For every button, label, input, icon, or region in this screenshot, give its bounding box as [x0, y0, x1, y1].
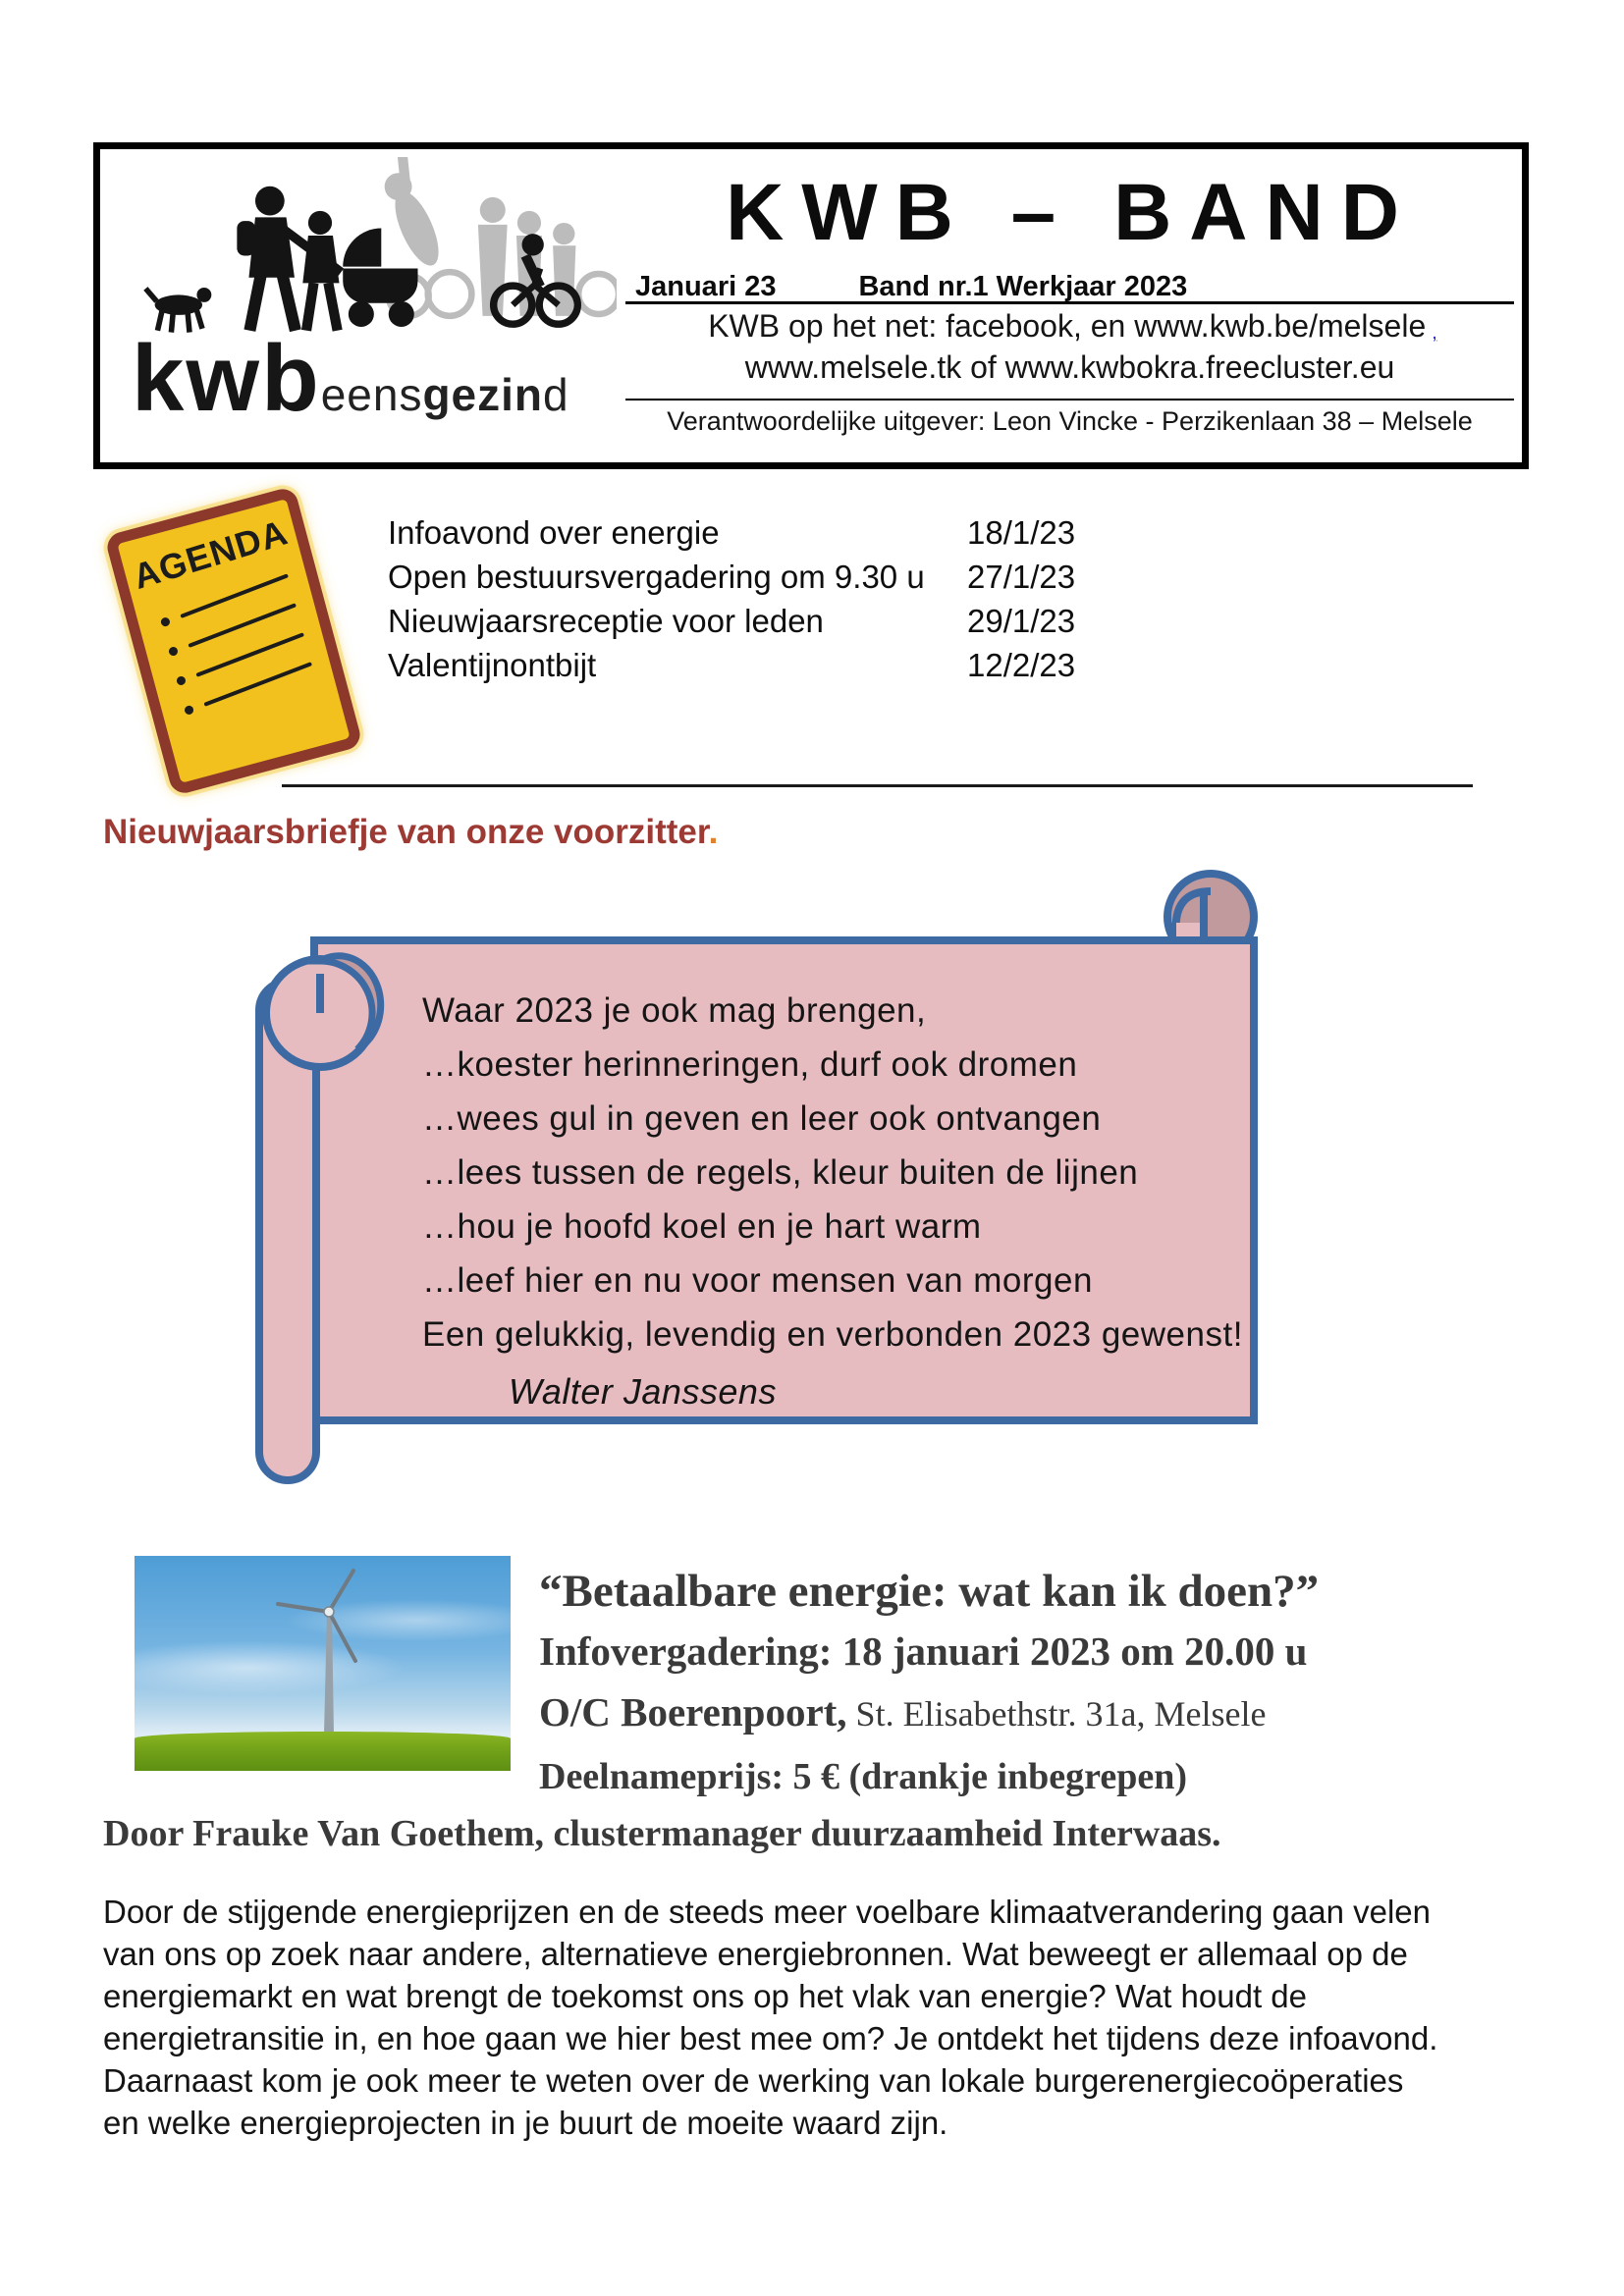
- web-links-line-1: [625, 308, 1514, 345]
- poem-line: …lees tussen de regels, kleur buiten de lijnen: [422, 1152, 1139, 1192]
- energy-body-paragraph: Door de stijgende energieprijzen en de steeds meer voelbare klimaatverandering gaan velen van ons op zoek naar andere, alternatieve energiebronnen. Wat beweegt er allemaal op de energiemarkt en wat brengt de toekomst ons op het vlak van energie? Wat houdt de energietransitie in, en hoe gaan we hier best mee om? Je ontdekt het tijdens deze infoavond. Daarnaast kom je ook meer te weten over de werking van lokale burgerenergiecoöperaties en welke energieprojecten in je buurt de moeite waard zijn.: [103, 1894, 1438, 2141]
- agenda-item: [388, 555, 1134, 599]
- section-divider: [282, 784, 1473, 787]
- agenda-item-label: Infoavond over energie: [388, 513, 720, 551]
- publisher-line: Verantwoordelijke uitgever: Leon Vincke - Perzikenlaan 38 – Melsele: [667, 406, 1473, 436]
- logo-tagline-part: d: [543, 369, 569, 420]
- issue-date: Januari 23: [635, 271, 777, 302]
- web-links-text: KWB op het net: facebook, en www.kwb.be/melsele: [708, 308, 1427, 344]
- poem-line: …koester herinneringen, durf ook dromen: [422, 1044, 1078, 1084]
- agenda-list: [388, 510, 1134, 687]
- venue-address: St. Elisabethstr. 31a, Melsele: [846, 1694, 1267, 1734]
- logo-tagline-part: eens: [320, 369, 423, 420]
- agenda-item-label: Open bestuursvergadering om 9.30 u: [388, 558, 925, 595]
- agenda-item-date: 12/2/23: [967, 646, 1076, 683]
- logo-tagline-part: gezin: [422, 369, 544, 420]
- header-divider: [625, 301, 1514, 304]
- agenda-item: [388, 599, 1134, 643]
- kwb-crowd-logo-icon: [128, 157, 617, 340]
- agenda-icon: [104, 486, 363, 796]
- agenda-icon-label: AGENDA: [128, 511, 293, 597]
- energy-venue-line: [539, 1688, 1266, 1735]
- poem-line: Waar 2023 je ook mag brengen,: [422, 990, 927, 1030]
- agenda-item-label: Nieuwjaarsreceptie voor leden: [388, 602, 824, 639]
- hyperlink-mark[interactable]: ,: [1432, 322, 1437, 344]
- grass-field: [135, 1732, 511, 1771]
- newyear-heading-text: Nieuwjaarsbriefje van onze voorzitter: [103, 813, 709, 851]
- newsletter-title: KWB – BAND: [726, 168, 1417, 257]
- agenda-item-date: 27/1/23: [967, 558, 1076, 595]
- newyear-heading-period: .: [708, 813, 719, 851]
- energy-price-line: Deelnameprijs: 5 € (drankje inbegrepen): [539, 1756, 1188, 1797]
- poem-line: …leef hier en nu voor mensen van morgen: [422, 1260, 1093, 1300]
- issue-line: [635, 271, 1187, 303]
- venue-name: O/C Boerenpoort,: [539, 1689, 847, 1735]
- poem-line: Een gelukkig, levendig en verbonden 2023 gewenst!: [422, 1314, 1243, 1354]
- agenda-item: [388, 510, 1134, 555]
- agenda-item-label: Valentijnontbijt: [388, 646, 597, 683]
- energy-speaker-line: Door Frauke Van Goethem, clustermanager duurzaamheid Interwaas.: [103, 1813, 1221, 1854]
- newyear-poem: [422, 984, 1243, 1416]
- masthead-box: [93, 142, 1529, 469]
- kwb-wordmark: [132, 326, 569, 431]
- energy-title: “Betaalbare energie: wat kan ik doen?”: [539, 1566, 1320, 1617]
- wind-turbine-photo: [135, 1556, 511, 1771]
- poem-line: …wees gul in geven en leer ook ontvangen: [422, 1098, 1102, 1138]
- newyear-heading: [103, 813, 718, 852]
- agenda-item-date: 18/1/23: [967, 513, 1076, 551]
- kwb-logo-text: kwb: [132, 326, 321, 431]
- agenda-item: [388, 643, 1134, 687]
- energy-meeting-line: Infovergadering: 18 januari 2023 om 20.00 u: [539, 1629, 1308, 1674]
- web-links-line-2: www.melsele.tk of www.kwbokra.freecluster.eu: [744, 349, 1395, 385]
- header-divider-2: [625, 399, 1514, 400]
- poem-signature: Walter Janssens: [509, 1371, 777, 1412]
- issue-info: Band nr.1 Werkjaar 2023: [858, 271, 1188, 302]
- poem-line: …hou je hoofd koel en je hart warm: [422, 1206, 982, 1246]
- agenda-item-date: 29/1/23: [967, 602, 1076, 639]
